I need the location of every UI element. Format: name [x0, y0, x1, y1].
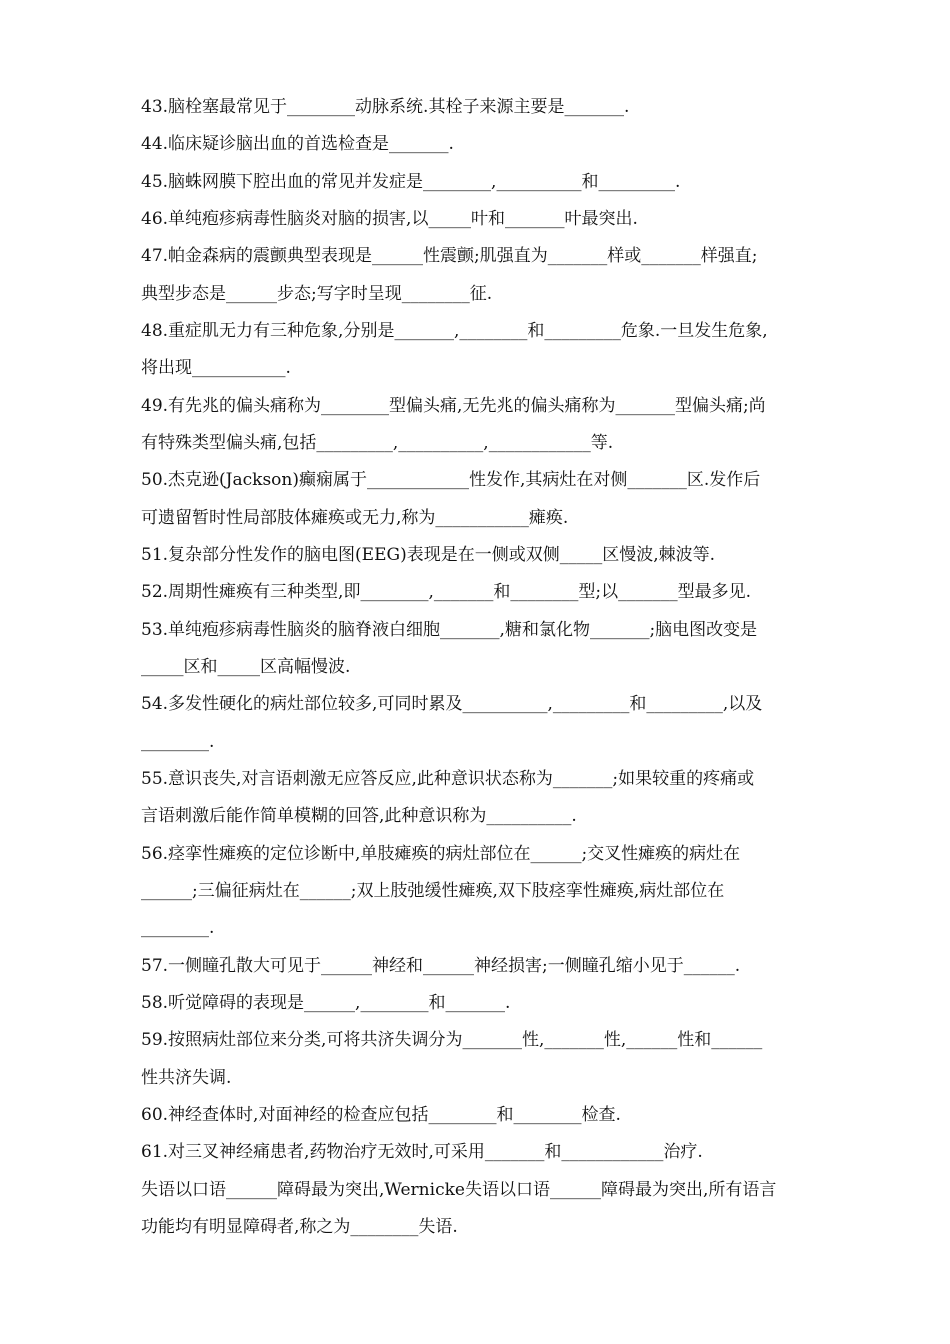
question-55-line-2: 言语刺激后能作简单模糊的回答,此种意识称为__________. — [141, 806, 577, 826]
question-61: 61.对三叉神经痛患者,药物治疗无效时,可采用_______和____________治疗. — [141, 1142, 703, 1162]
question-48-line-2: 将出现___________. — [141, 358, 291, 378]
question-48-line-1: 48.重症肌无力有三种危象,分别是_______,________和_________危象.一旦发生危象, — [141, 321, 768, 341]
question-50-line-1: 50.杰克逊(Jackson)癫痫属于____________性发作,其病灶在对侧_______区.发作后 — [141, 470, 761, 490]
question-57: 57.一侧瞳孔散大可见于______神经和______神经损害;一侧瞳孔缩小见于______. — [141, 956, 741, 976]
question-44: 44.临床疑诊脑出血的首选检查是_______. — [141, 134, 454, 154]
question-49-line-1: 49.有先兆的偏头痛称为________型偏头痛,无先兆的偏头痛称为_______型偏头痛;尚 — [141, 396, 766, 416]
question-49-line-2: 有特殊类型偏头痛,包括_________,__________,____________等. — [141, 433, 614, 453]
question-60: 60.神经查体时,对面神经的检查应包括________和________检查. — [141, 1105, 621, 1125]
question-43: 43.脑栓塞最常见于________动脉系统.其栓子来源主要是_______. — [141, 97, 630, 117]
question-56-line-1: 56.痉挛性瘫痪的定位诊断中,单肢瘫痪的病灶部位在______;交叉性瘫痪的病灶在 — [141, 844, 741, 864]
question-59-line-2: 性共济失调. — [141, 1068, 232, 1088]
question-56-line-3: ________. — [141, 918, 215, 938]
question-46: 46.单纯疱疹病毒性脑炎对脑的损害,以_____叶和_______叶最突出. — [141, 209, 638, 229]
question-53-line-1: 53.单纯疱疹病毒性脑炎的脑脊液白细胞_______,糖和氯化物_______;脑电图改变是 — [141, 620, 758, 640]
question-58: 58.听觉障碍的表现是______,________和_______. — [141, 993, 511, 1013]
question-45: 45.脑蛛网膜下腔出血的常见并发症是________,__________和_________. — [141, 172, 681, 192]
question-56-line-2: ______;三偏征病灶在______;双上肢弛缓性瘫痪,双下肢痉挛性瘫痪,病灶部位在 — [141, 881, 725, 901]
question-54-line-2: ________. — [141, 732, 215, 752]
question-51: 51.复杂部分性发作的脑电图(EEG)表现是在一侧或双侧_____区慢波,棘波等. — [141, 545, 716, 565]
question-53-line-2: _____区和_____区高幅慢波. — [141, 657, 351, 677]
question-52: 52.周期性瘫痪有三种类型,即________,_______和________型;以_______型最多见. — [141, 582, 751, 602]
question-55-line-1: 55.意识丧失,对言语刺激无应答反应,此种意识状态称为_______;如果较重的疼痛或 — [141, 769, 755, 789]
aphasia-line-2: 功能均有明显障碍者,称之为________失语. — [141, 1217, 458, 1237]
question-59-line-1: 59.按照病灶部位来分类,可将共济失调分为_______性,_______性,______性和______ — [141, 1030, 763, 1050]
aphasia-line-1: 失语以口语______障碍最为突出,Wernicke失语以口语______障碍最为突出,所有语言 — [141, 1180, 777, 1200]
question-50-line-2: 可遗留暂时性局部肢体瘫痪或无力,称为___________瘫痪. — [141, 508, 569, 528]
question-47-line-1: 47.帕金森病的震颤典型表现是______性震颤;肌强直为_______样或_______样强直; — [141, 246, 758, 266]
question-47-line-2: 典型步态是______步态;写字时呈现________征. — [141, 284, 493, 304]
question-54-line-1: 54.多发性硬化的病灶部位较多,可同时累及__________,_________和_________,以及 — [141, 694, 763, 714]
